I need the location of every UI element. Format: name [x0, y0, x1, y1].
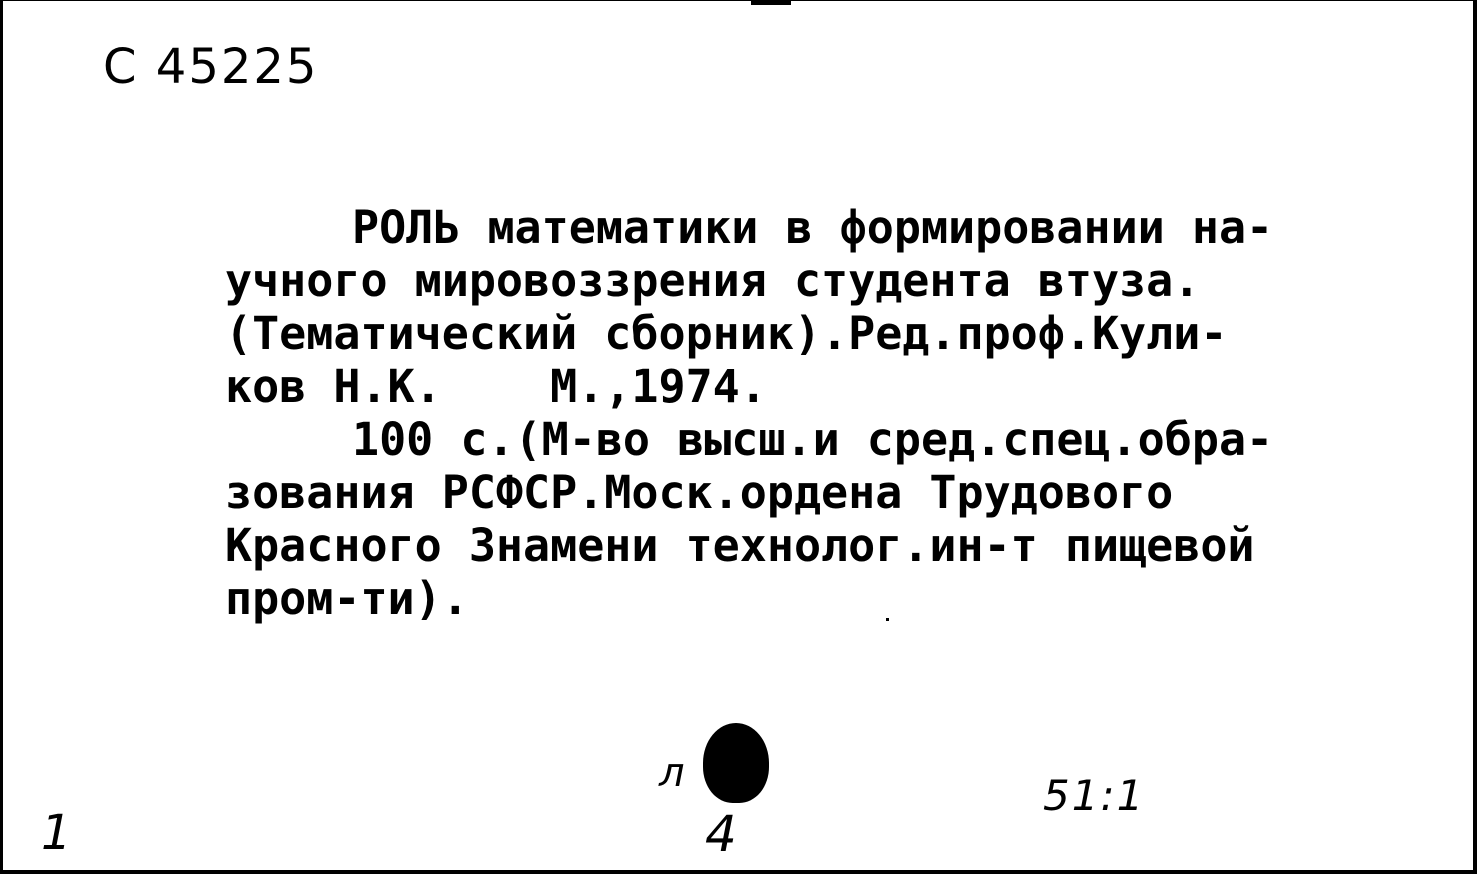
description-line: Красного Знамени технолог.ин-т пищевой	[225, 519, 1255, 572]
bibliographic-description	[225, 201, 1405, 625]
description-line: ков Н.К. М.,1974.	[225, 360, 767, 413]
punch-hole	[703, 723, 769, 803]
handwritten-shelf-code: 51:1	[1043, 771, 1146, 820]
description-line: (Тематический сборник).Ред.проф.Кули-	[225, 307, 1228, 360]
description-line: 100 с.(М-во высш.и сред.спец.обра-	[352, 413, 1274, 466]
description-line: пром-ти).	[225, 572, 469, 625]
ink-speck	[886, 618, 889, 621]
handwritten-number-below-hole: 4	[705, 805, 737, 863]
handwritten-mark: л	[659, 750, 685, 796]
description-line: учного мировоззрения студента втуза.	[225, 254, 1201, 307]
description-line: РОЛЬ математики в формировании на-	[352, 201, 1274, 254]
description-line: зования РСФСР.Моск.ордена Трудового	[225, 466, 1174, 519]
handwritten-number: 1	[41, 805, 72, 861]
call-number: С 45225	[103, 39, 319, 95]
top-edge-mark	[751, 1, 791, 5]
